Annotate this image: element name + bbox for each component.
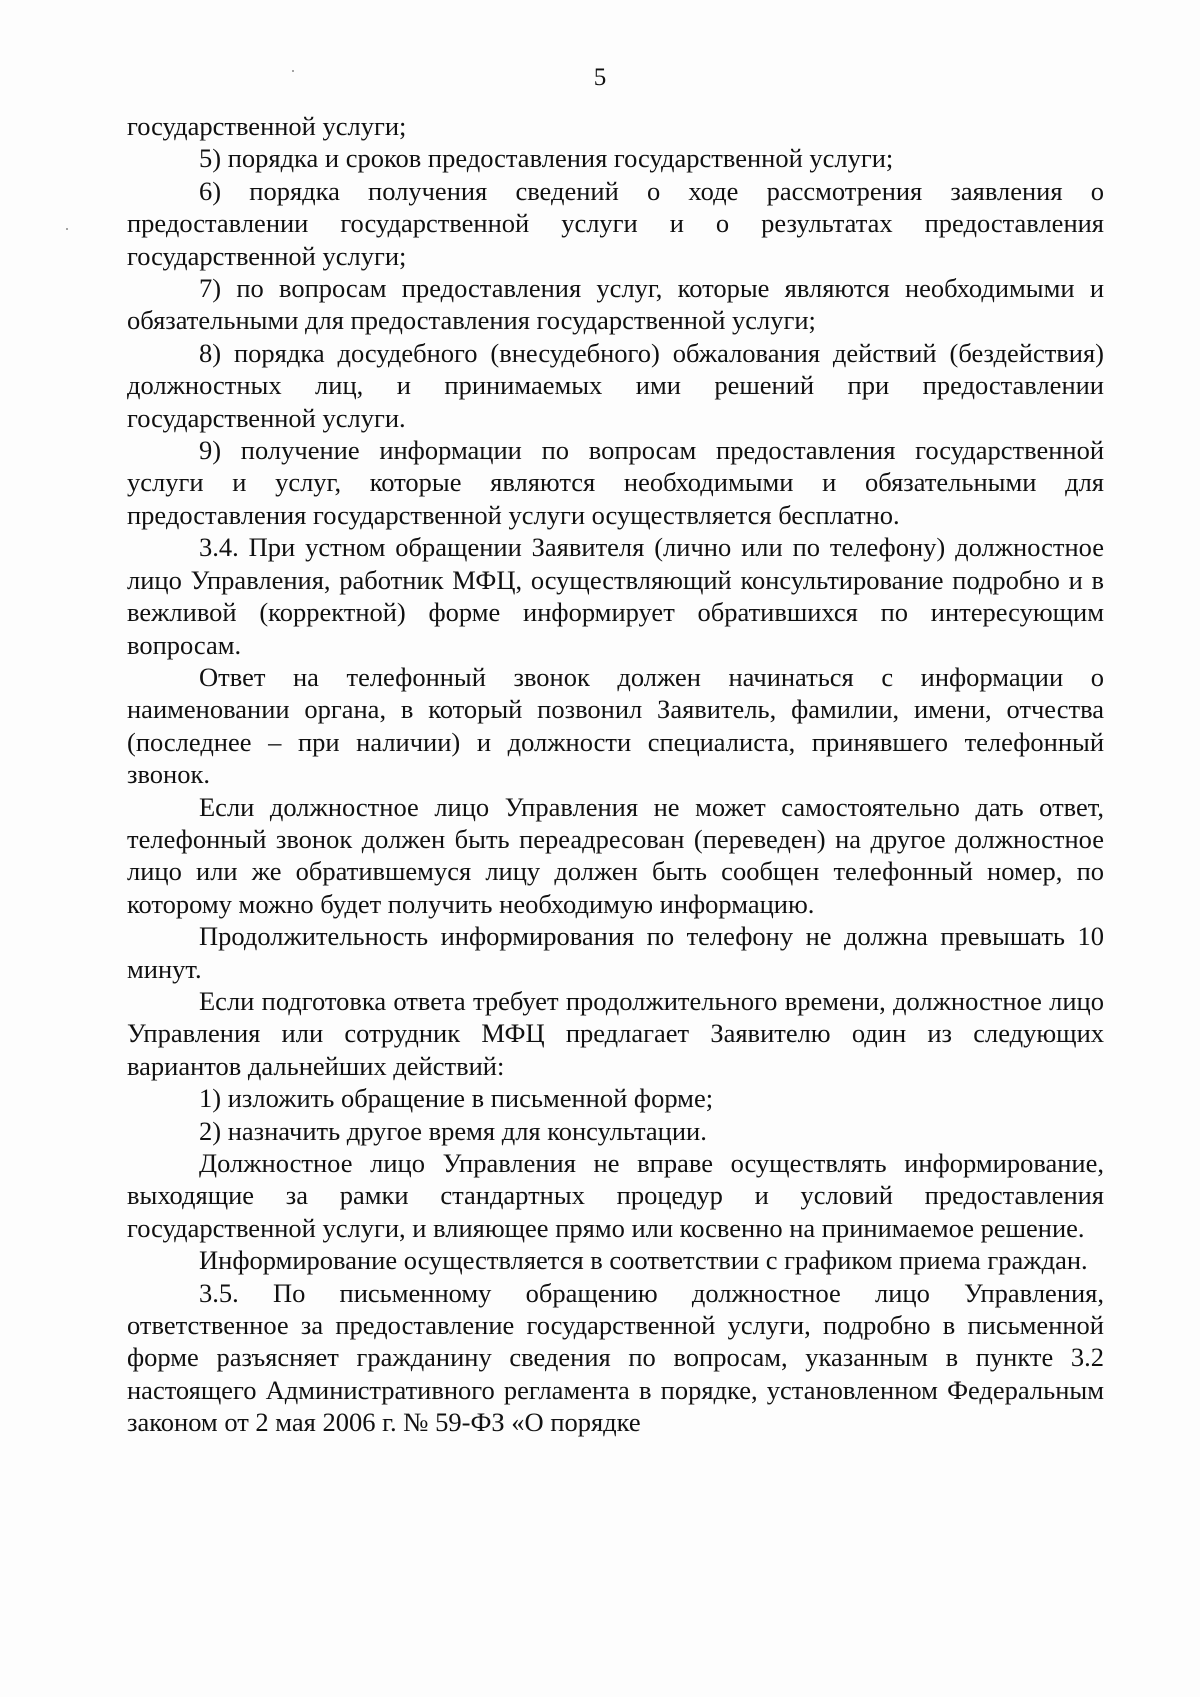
paragraph: 7) по вопросам предоставления услуг, которые являются необходимыми и обязательными для предоставления государственной услуги;: [127, 273, 1104, 336]
page-number: 5: [593, 64, 607, 91]
paragraph: государственной услуги;: [127, 111, 407, 141]
paragraph: Если должностное лицо Управления не может самостоятельно дать ответ, телефонный звонок должен быть переадресован (переведен) на другое должностное лицо или же обратившемуся лицу должен быть сообщен телефонный номер, по которому можно будет получить необходимую информацию.: [127, 791, 1104, 919]
paragraph: 6) порядка получения сведений о ходе рассмотрения заявления о предоставлении государственной услуги и о результатах предоставления государственной услуги;: [127, 175, 1104, 271]
paragraph: Информирование осуществляется в соответствии с графиком приема граждан.: [199, 1245, 1088, 1276]
paragraph: 8) порядка досудебного (внесудебного) обжалования действий (бездействия) должностных лиц, и принимаемых ими решений при предоставлении государственной услуги.: [127, 337, 1104, 433]
paragraph: 1) изложить обращение в письменной форме;: [199, 1083, 714, 1114]
document-body: [127, 110, 1104, 1439]
paragraph: 3.4. При устном обращении Заявителя (лично или по телефону) должностное лицо Управления, работник МФЦ, осуществляющий консультирование подробно и в вежливой (корректной) форме информирует обратившихся по интересующим вопросам.: [127, 532, 1104, 660]
paragraph: 9) получение информации по вопросам предоставления государственной услуги и услуг, которые являются необходимыми и обязательными для предоставления государственной услуги осуществляется бесплатно.: [127, 435, 1104, 530]
paragraph: Если подготовка ответа требует продолжительного времени, должностное лицо Управления или сотрудник МФЦ предлагает Заявителю один из следующих вариантов дальнейших действий:: [127, 985, 1104, 1081]
paragraph: 2) назначить другое время для консультации.: [199, 1115, 707, 1146]
paragraph: Должностное лицо Управления не вправе осуществлять информирование, выходящие за рамки стандартных процедур и условий предоставления государственной услуги, и влияющее прямо или косвенно на принимаемое решение.: [127, 1148, 1104, 1243]
scan-speck: [66, 228, 68, 230]
paragraph: 3.5. По письменному обращению должностное лицо Управления, ответственное за предоставление государственной услуги, подробно в письменной форме разъясняет гражданину сведения по вопросам, указанным в пункте 3.2 настоящего Административного регламента в порядке, установленном Федеральным законом от 2 мая 2006 г. № 59-ФЗ «О порядке: [127, 1277, 1104, 1438]
paragraph: Ответ на телефонный звонок должен начинаться с информации о наименовании органа, в который позвонил Заявитель, фамилии, имени, отчества (последнее – при наличии) и должности специалиста, принявшего телефонный звонок.: [127, 661, 1104, 790]
paragraph: 5) порядка и сроков предоставления государственной услуги;: [199, 143, 894, 174]
paragraph: Продолжительность информирования по телефону не должна превышать 10 минут.: [127, 921, 1104, 984]
